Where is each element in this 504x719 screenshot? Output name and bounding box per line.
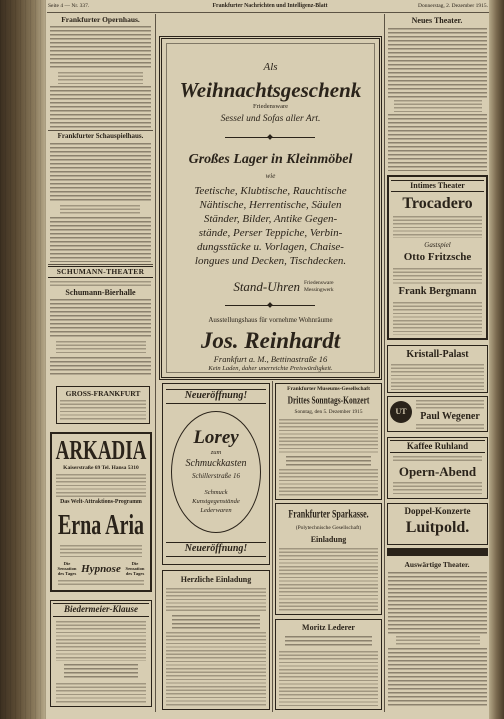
text-block <box>50 357 151 377</box>
ad-reinhardt-address: Frankfurt a. M., Bettinastraße 16 <box>213 354 328 364</box>
text-block <box>279 469 378 497</box>
ad-museum-title-wrap <box>275 393 382 407</box>
text-block <box>416 424 484 429</box>
ad-wegener-badge: UT <box>395 407 407 416</box>
ad-luitpold-name: Luitpold. <box>405 519 470 536</box>
ad-sparkasse-einladung: Einladung <box>310 535 347 544</box>
text-block <box>285 636 372 648</box>
text-block <box>279 548 378 611</box>
ad-sparkasse-sub: (Polytechnische Gesellschaft) <box>295 525 362 531</box>
ad-museum-society: Frankfurter Museums-Gesellschaft <box>287 386 370 392</box>
ad-trocadero-star: Otto Fritzsche <box>403 251 472 263</box>
column-rule <box>384 14 385 712</box>
ad-sparkasse-title: Frankfurter Sparkasse. <box>288 507 369 521</box>
ad-reinhardt-wie: wie <box>265 172 276 180</box>
ad-reinhardt-item: Teetische, Klubtische, Rauchtische <box>194 185 347 197</box>
text-block <box>60 400 146 420</box>
page-number: Seite 4 — Nr. 337. <box>48 3 90 9</box>
ad-lederer-name: Moritz Lederer <box>302 623 355 632</box>
ad-lorey-shop: Schmuckkasten <box>185 458 247 469</box>
ad-museum-date: Sonntag, den 5. Dezember 1915 <box>294 409 363 415</box>
ad-lorey-bottom: Neueröffnung! <box>184 543 248 554</box>
text-block <box>388 28 487 98</box>
column-rule <box>272 381 273 712</box>
text-block <box>394 100 482 112</box>
text-block <box>58 72 143 84</box>
ad-reinhardt-als: Als <box>263 61 278 73</box>
ad-arkadia-sensation-left: Die Sensation des Tages <box>57 561 77 576</box>
text-block <box>60 545 142 559</box>
ad-luitpold-title: Doppel-Konzerte <box>404 506 471 516</box>
text-block <box>50 217 151 262</box>
ad-arkadia-star-wrap <box>50 509 152 542</box>
ad-reinhardt-item: longues und Decken, Tischdecken. <box>194 255 347 267</box>
ad-reinhardt-ausstellung: Ausstellungshaus für vornehme Wohnräume <box>208 316 333 324</box>
ad-lorey-goods: Kunstgegenstände <box>192 498 240 505</box>
black-bar <box>387 548 488 556</box>
ad-reinhardt-stand-uhren: Stand-Uhren <box>233 279 300 294</box>
ad-wegener-name: Paul Wegener <box>420 411 480 422</box>
text-block <box>279 651 378 706</box>
ad-arkadia-program: Das Welt-Attraktions-Programm <box>60 499 142 505</box>
text-block <box>391 364 484 390</box>
text-block <box>56 683 146 703</box>
ad-lorey-name: Lorey <box>193 427 239 448</box>
ad-reinhardt-item: Nähtische, Herrentische, Säulen <box>199 199 342 211</box>
ad-arkadia-name-wrap <box>50 435 152 466</box>
text-block <box>286 456 371 466</box>
text-block <box>50 26 151 70</box>
ad-trocadero-star2: Frank Bergmann <box>398 286 477 297</box>
ad-reinhardt-lager: Großes Lager in Kleinmöbel <box>188 152 353 167</box>
binding-edge-left <box>0 0 46 719</box>
text-block <box>388 572 487 634</box>
ad-trocadero-gastspiel: Gastspiel <box>424 241 451 249</box>
ad-reinhardt-name: Jos. Reinhardt <box>200 328 341 353</box>
ad-arkadia-star: Erna Aria <box>57 509 145 542</box>
text-block <box>393 216 482 238</box>
section-title-opernhaus: Frankfurter Opernhaus. <box>61 15 140 24</box>
ornament-divider <box>225 305 315 306</box>
ad-ruhland-event: Opern-Abend <box>398 464 477 479</box>
ad-reinhardt-kein-laden: Kein Laden, daher unerreichte Preiswürdigkeit. <box>208 365 333 372</box>
ad-reinhardt-friedensware: Friedensware <box>252 103 288 110</box>
ad-reinhardt-item: dungsstücke u. Vorlagen, Chaise- <box>197 241 344 253</box>
text-block <box>50 299 151 339</box>
ad-arkadia-name: ARKADIA <box>55 435 147 466</box>
ad-lorey-top: Neueröffnung! <box>184 390 248 401</box>
ad-reinhardt-item: stände, Perser Teppiche, Verbin- <box>198 227 343 239</box>
ad-reinhardt-uhren-note: Messingwerk <box>304 287 334 293</box>
section-title-schumann-theater: SCHUMANN-THEATER <box>56 267 145 276</box>
text-block <box>393 482 482 496</box>
text-block <box>393 302 482 335</box>
ad-kristall-title: Kristall-Palast <box>406 349 469 360</box>
text-block <box>60 205 140 215</box>
column-rule <box>155 14 156 712</box>
section-rule <box>48 264 153 265</box>
section-title-schauspielhaus: Frankfurter Schauspielhaus. <box>57 132 144 140</box>
text-block <box>64 664 138 680</box>
text-block <box>50 281 151 286</box>
text-block <box>393 268 482 284</box>
ad-reinhardt-headline: Weihnachtsgeschenk <box>179 78 362 102</box>
ad-title-gross-frankfurt: GROSS-FRANKFURT <box>65 389 141 398</box>
ad-arkadia-address: Kaiserstraße 69 Tel. Hansa 5310 <box>63 465 139 471</box>
section-title-auswaertige-theater: Auswärtige Theater. <box>404 560 470 569</box>
issue-date: Donnerstag, 2. Dezember 1915. <box>418 3 488 9</box>
ad-reinhardt-sessel: Sessel und Sofas aller Art. <box>220 114 321 124</box>
text-block <box>50 86 151 128</box>
ad-title-biedermeier-klause: Biedermeier-Klause <box>64 604 138 614</box>
ornament-divider <box>225 137 315 138</box>
text-block <box>56 474 146 497</box>
ad-lorey-goods: Lederwaren <box>200 507 232 514</box>
section-title-schumann-bierhalle: Schumann-Bierhalle <box>65 288 136 297</box>
text-block <box>416 400 484 409</box>
text-block <box>56 621 146 661</box>
ad-trocadero-name: Trocadero <box>402 195 473 212</box>
ad-sparkasse-title-wrap <box>275 507 382 521</box>
text-block <box>396 636 480 646</box>
ad-reinhardt-uhren-note: Friedensware <box>304 280 334 286</box>
ad-lorey-street: Schillerstraße 16 <box>191 472 241 480</box>
text-block <box>166 632 266 706</box>
text-block <box>172 615 260 629</box>
text-block <box>166 588 266 612</box>
ad-arkadia-sensation-right: Die Sensation des Tages <box>125 561 145 576</box>
text-block <box>393 456 482 462</box>
ad-lorey-zum: zum <box>210 449 222 456</box>
newspaper-masthead: Frankfurter Nachrichten und Intelligenz-Blatt <box>212 3 328 9</box>
ad-museum-title: Drittes Sonntags-Konzert <box>287 393 370 407</box>
text-block <box>388 114 487 171</box>
text-block <box>56 341 146 355</box>
text-block <box>58 580 144 587</box>
section-title-neues-theater: Neues Theater. <box>411 16 463 25</box>
ad-einladung-title: Herzliche Einladung <box>180 575 252 584</box>
header-rule <box>47 12 489 13</box>
text-block <box>388 648 487 706</box>
ad-ruhland-title: Kaffee Ruhland <box>406 441 469 451</box>
ad-reinhardt-item: Ständer, Bilder, Antike Gegen- <box>203 213 338 225</box>
ad-arkadia-act: Hypnose <box>81 563 121 575</box>
text-block <box>279 419 378 453</box>
binding-edge-right <box>489 0 504 719</box>
text-block <box>50 143 151 203</box>
ad-lorey-goods: Schmuck <box>204 489 228 496</box>
ad-trocadero-top: Intimes Theater <box>410 181 465 190</box>
section-rule <box>48 130 153 131</box>
